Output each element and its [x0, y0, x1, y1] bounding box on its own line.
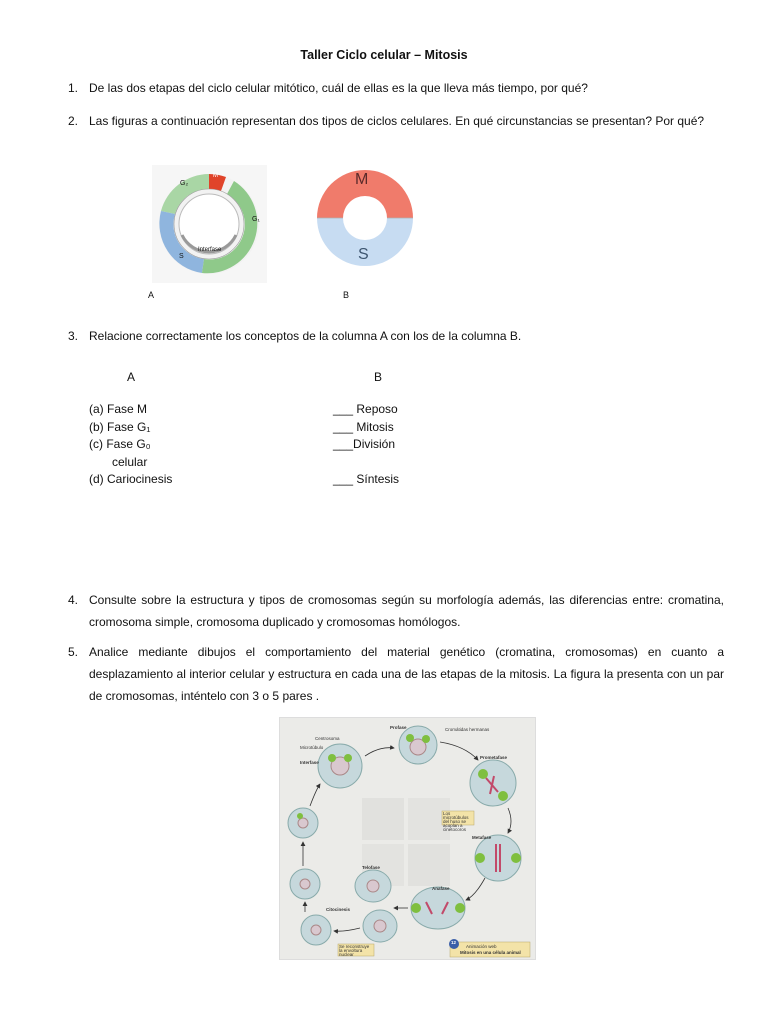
figure-a-cell-cycle — [152, 165, 267, 283]
page-title: Taller Ciclo celular – Mitosis — [300, 48, 468, 62]
label-m-phase: M — [355, 171, 369, 188]
note-envelope: Se reconstruye la envoltura nuclear — [339, 944, 370, 957]
column-a-header: A — [127, 370, 136, 384]
stage-label: Interfase — [300, 760, 319, 765]
web-box-line-1: Animación web — [466, 944, 497, 949]
question-5 — [68, 641, 724, 707]
question-3 — [68, 325, 724, 347]
figure-a-caption: A — [148, 290, 155, 300]
column-b-item: ___División — [333, 437, 396, 451]
column-b-item: ___ Reposo — [333, 402, 398, 416]
question-text: Consulte sobre la estructura y tipos de cromosomas según su morfología además, las diferencias entre: cromatina, cromosoma simple, cromosoma duplicado y cromosomas homólogos. — [89, 593, 724, 629]
label-g1: G₁ — [252, 216, 260, 223]
column-a-item: (b) Fase G₁ — [89, 420, 151, 434]
cell-prometaphase — [470, 760, 516, 806]
note-spindle: Los microtúbulos del huso se acoplan a cinetocoros — [443, 811, 469, 832]
question-text: De las dos etapas del ciclo celular mitótico, cuál de ellas es la que lleva más tiempo, por qué? — [89, 81, 588, 95]
web-badge: 12 — [451, 940, 457, 945]
cell-daughter-2 — [288, 808, 318, 838]
question-number: 2. — [68, 114, 79, 128]
question-4 — [68, 589, 724, 633]
column-b-header: B — [374, 370, 383, 384]
column-b-item: ___ Síntesis — [333, 472, 400, 486]
stage-label: Metafase — [472, 835, 492, 840]
question-text: Analice mediante dibujos el comportamiento del material genético (cromatina, cromosomas) en cuanto a desplazamiento al interior celular y estructura en cada una de las etapas de la mitosis. La figura la presenta con un par de cromosomas, inténtelo con 3 o 5 pares . — [89, 645, 724, 703]
question-number: 5. — [68, 645, 79, 659]
column-b-item: ___ Mitosis — [333, 420, 394, 434]
label-g2: G₂ — [180, 180, 189, 187]
cell-prophase — [399, 726, 437, 764]
column-a-item: (c) Fase G₀ — [89, 437, 151, 451]
question-number: 4. — [68, 593, 79, 607]
stage-label: Citocinesis — [326, 907, 351, 912]
figure-b-cell-cycle — [315, 168, 415, 270]
stage-label: Profase — [390, 725, 407, 730]
web-box-line-2: Mitosis en una célula animal — [460, 950, 521, 955]
figure-b-caption: B — [343, 290, 350, 300]
stage-label: Anafase — [432, 886, 450, 891]
part-label: Cromátidas hermanas — [445, 727, 490, 732]
label-m: M — [213, 173, 218, 179]
stage-label: Prometafase — [480, 755, 508, 760]
part-label: Microtúbulo — [300, 745, 324, 750]
cell-cytokinesis — [301, 915, 331, 945]
mitosis-figure — [279, 717, 536, 960]
label-s-phase: S — [358, 246, 369, 263]
label-s: S — [179, 253, 184, 260]
cell-interphase — [318, 744, 362, 788]
question-number: 1. — [68, 81, 79, 95]
stage-label: Telofase — [362, 865, 380, 870]
question-2 — [68, 110, 724, 132]
part-label: Centrosoma — [315, 736, 340, 741]
cell-metaphase — [475, 835, 521, 881]
cell-telophase — [355, 870, 397, 942]
column-a-item: celular — [112, 455, 148, 469]
cell-daughter-1 — [290, 869, 320, 899]
question-1 — [68, 77, 724, 99]
figure-a-ring — [152, 165, 267, 283]
cell-anaphase — [411, 887, 465, 929]
column-a-item: (a) Fase M — [89, 402, 148, 416]
label-interphase: Interfase — [198, 247, 222, 253]
question-text: Las figuras a continuación representan dos tipos de ciclos celulares. En qué circunstancias se presentan? Por qué? — [89, 114, 705, 128]
column-a-item: (d) Cariocinesis — [89, 472, 173, 486]
question-number: 3. — [68, 329, 79, 343]
question-text: Relacione correctamente los conceptos de la columna A con los de la columna B. — [89, 329, 522, 343]
